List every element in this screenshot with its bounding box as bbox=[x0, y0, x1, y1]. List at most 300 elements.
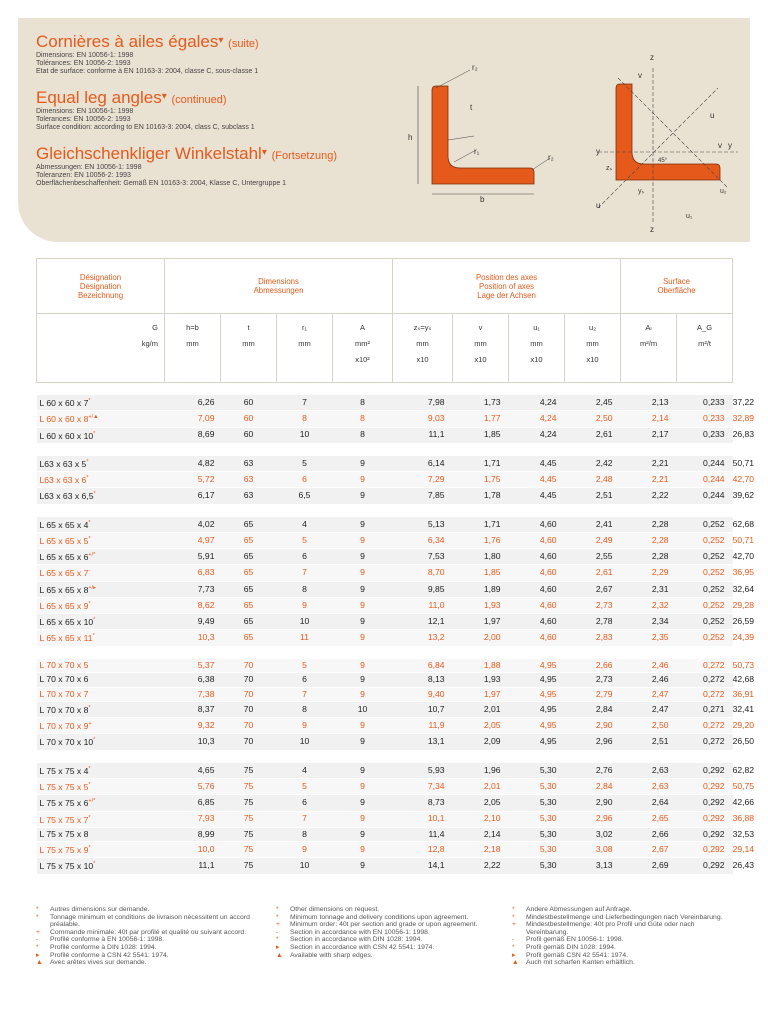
designation-cell: L 70 x 70 x 9+ bbox=[37, 718, 165, 734]
cell-u1: 2,61 bbox=[565, 565, 621, 581]
cell-u1: 2,61 bbox=[565, 427, 621, 443]
cell-a: 6,14 bbox=[393, 456, 453, 472]
cell-a: 11,0 bbox=[393, 597, 453, 613]
cell-u1: 2,50 bbox=[565, 411, 621, 427]
cell-u2: 2,22 bbox=[621, 488, 677, 504]
footnote-item: * Profil gemäß DIN 1028: 1994. bbox=[512, 943, 616, 951]
cell-al: 0,233 bbox=[677, 411, 733, 427]
cell-z: 1,93 bbox=[453, 673, 509, 687]
cell-t: 9 bbox=[277, 718, 333, 734]
title-fr-block bbox=[36, 32, 259, 77]
unit-u1: u₁ mm x10 bbox=[509, 314, 565, 383]
svg-text:v: v bbox=[718, 141, 722, 150]
cell-a: 14,1 bbox=[393, 858, 453, 874]
cell-r1: 9 bbox=[333, 811, 393, 827]
cell-v: 4,24 bbox=[509, 411, 565, 427]
cell-g: 6,26 bbox=[165, 395, 221, 411]
designation-cell: L 65 x 65 x 5* bbox=[37, 532, 165, 548]
cell-hb: 65 bbox=[221, 630, 277, 646]
unit-ag: A_G m²/t bbox=[677, 314, 733, 383]
units-row bbox=[37, 314, 733, 383]
cell-z: 1,77 bbox=[453, 411, 509, 427]
cell-z: 2,01 bbox=[453, 779, 509, 795]
unit-g: G kg/m bbox=[37, 314, 165, 383]
cell-z: 1,85 bbox=[453, 427, 509, 443]
footnote-item: - Profilé conforme à EN 10056-1: 1998. bbox=[36, 936, 165, 944]
unit-zy: zₛ=yₛ mm x10 bbox=[393, 314, 453, 383]
cell-hb: 70 bbox=[221, 734, 277, 750]
cell-hb: 60 bbox=[221, 395, 277, 411]
cell-a: 7,29 bbox=[393, 472, 453, 488]
title-de-block bbox=[36, 144, 337, 189]
cell-z: 2,10 bbox=[453, 811, 509, 827]
svg-text:zₛ: zₛ bbox=[606, 165, 613, 172]
cell-r1: 9 bbox=[333, 488, 393, 504]
cell-r1: 9 bbox=[333, 858, 393, 874]
cell-hb: 75 bbox=[221, 763, 277, 779]
unit-r1: r₁ mm bbox=[277, 314, 333, 383]
cell-u1: 2,67 bbox=[565, 581, 621, 597]
cell-u2: 2,46 bbox=[621, 673, 677, 687]
cell-z: 2,01 bbox=[453, 701, 509, 717]
cell-hb: 60 bbox=[221, 411, 277, 427]
cell-hb: 70 bbox=[221, 687, 277, 701]
table-row: L 60 x 60 x 10* 8,69 60 10 8 11,1 1,85 4,24 2,61 2,17 0,233 26,83 bbox=[37, 427, 733, 443]
cell-u2: 2,14 bbox=[621, 411, 677, 427]
cell-v: 5,30 bbox=[509, 795, 565, 811]
cell-hb: 75 bbox=[221, 779, 277, 795]
cell-hb: 65 bbox=[221, 597, 277, 613]
footnote-item: ▸ Profil gemäß CSN 42 5541: 1974. bbox=[512, 951, 629, 959]
cell-z: 2,09 bbox=[453, 734, 509, 750]
cell-z: 1,73 bbox=[453, 395, 509, 411]
table-row: L 70 x 70 x 6 6,38 70 6 9 8,13 1,93 4,95 2,73 2,46 0,272 42,68 bbox=[37, 673, 733, 687]
angle-section-shape bbox=[432, 86, 534, 184]
header-position: Position des axes Position of axes Lage der Achsen bbox=[393, 259, 621, 314]
cell-z: 1,75 bbox=[453, 472, 509, 488]
table-row: L 65 x 65 x 4* 4,02 65 4 9 5,13 1,71 4,60 2,41 2,28 0,252 62,68 bbox=[37, 517, 733, 533]
label-r2: r₂ bbox=[472, 63, 478, 72]
cell-r1: 8 bbox=[333, 427, 393, 443]
designation-cell: L 70 x 70 x 5 bbox=[37, 659, 165, 673]
cell-hb: 65 bbox=[221, 532, 277, 548]
table-row: L 70 x 70 x 10* 10,3 70 10 9 13,1 2,09 4,95 2,96 2,51 0,272 26,50 bbox=[37, 734, 733, 750]
cell-r1: 9 bbox=[333, 659, 393, 673]
cell-t: 8 bbox=[277, 827, 333, 841]
cell-v: 5,30 bbox=[509, 811, 565, 827]
cell-al: 0,292 bbox=[677, 779, 733, 795]
cell-z: 1,76 bbox=[453, 532, 509, 548]
cell-t: 10 bbox=[277, 734, 333, 750]
unit-al: Aₗ m²/m bbox=[621, 314, 677, 383]
footnote-item: ▸ Profilé conforme à CSN 42 5541: 1974. bbox=[36, 951, 169, 959]
footnotes-de bbox=[512, 906, 732, 967]
cell-z: 1,85 bbox=[453, 565, 509, 581]
table-row: L 75 x 75 x 7* 7,93 75 7 9 10,1 2,10 5,30 2,96 2,65 0,292 36,88 bbox=[37, 811, 733, 827]
cell-t: 5 bbox=[277, 532, 333, 548]
group-spacer bbox=[37, 443, 733, 456]
cell-hb: 65 bbox=[221, 565, 277, 581]
cell-z: 2,18 bbox=[453, 842, 509, 858]
cell-a: 13,1 bbox=[393, 734, 453, 750]
cell-t: 7 bbox=[277, 811, 333, 827]
cell-u1: 2,83 bbox=[565, 630, 621, 646]
table-row: L 65 x 65 x 5* 4,97 65 5 9 6,34 1,76 4,60 2,49 2,28 0,252 50,71 bbox=[37, 532, 733, 548]
designation-cell: L 75 x 75 x 6+/* bbox=[37, 795, 165, 811]
footnote-item: * Mindestbestellmenge und Lieferbedingungen nach Vereinbarung. bbox=[512, 913, 723, 921]
cell-u2: 2,29 bbox=[621, 565, 677, 581]
designation-cell: L 75 x 75 x 8 bbox=[37, 827, 165, 841]
cell-v: 4,60 bbox=[509, 549, 565, 565]
footnote-item: * Andere Abmessungen auf Anfrage. bbox=[512, 906, 632, 913]
table-row: L 65 x 65 x 10* 9,49 65 10 9 12,1 1,97 4,60 2,78 2,34 0,252 26,59 bbox=[37, 614, 733, 630]
cell-g: 5,72 bbox=[165, 472, 221, 488]
cell-g: 8,62 bbox=[165, 597, 221, 613]
cell-a: 7,85 bbox=[393, 488, 453, 504]
cell-g: 7,93 bbox=[165, 811, 221, 827]
cell-a: 8,73 bbox=[393, 795, 453, 811]
cell-t: 6 bbox=[277, 673, 333, 687]
cell-t: 6 bbox=[277, 795, 333, 811]
angle-section-shape bbox=[616, 84, 720, 180]
cell-z: 2,05 bbox=[453, 795, 509, 811]
label-b: b bbox=[480, 195, 485, 202]
cell-t: 7 bbox=[277, 565, 333, 581]
cell-al: 0,271 bbox=[677, 701, 733, 717]
cell-hb: 70 bbox=[221, 718, 277, 734]
cell-v: 4,60 bbox=[509, 532, 565, 548]
group-spacer bbox=[37, 383, 733, 396]
cell-al: 0,292 bbox=[677, 795, 733, 811]
cell-r1: 9 bbox=[333, 734, 393, 750]
cell-u2: 2,64 bbox=[621, 795, 677, 811]
title-fr: Cornières à ailes égales▾ (suite) bbox=[36, 32, 259, 51]
meta-fr: Dimensions: EN 10056-1: 1998 Tolérances: EN 10056-2: 1993 Etat de surface: conforme à EN 10163-3: 2004, classe C, sous-classe 1 bbox=[36, 52, 259, 76]
cell-u1: 2,90 bbox=[565, 718, 621, 734]
cell-u1: 2,73 bbox=[565, 673, 621, 687]
cell-a: 8,70 bbox=[393, 565, 453, 581]
cell-g: 5,76 bbox=[165, 779, 221, 795]
cell-u1: 2,55 bbox=[565, 549, 621, 565]
cell-r1: 9 bbox=[333, 472, 393, 488]
cell-g: 9,32 bbox=[165, 718, 221, 734]
cell-u2: 2,28 bbox=[621, 549, 677, 565]
cell-u2: 2,28 bbox=[621, 517, 677, 533]
cell-u2: 2,66 bbox=[621, 827, 677, 841]
cell-z: 2,00 bbox=[453, 630, 509, 646]
label-h: h bbox=[408, 133, 413, 142]
cell-u1: 2,42 bbox=[565, 456, 621, 472]
cell-g: 7,09 bbox=[165, 411, 221, 427]
designation-cell: L 65 x 65 x 9* bbox=[37, 597, 165, 613]
cell-a: 9,85 bbox=[393, 581, 453, 597]
cell-u1: 2,96 bbox=[565, 734, 621, 750]
cell-u1: 2,48 bbox=[565, 472, 621, 488]
cell-hb: 70 bbox=[221, 673, 277, 687]
cell-g: 4,65 bbox=[165, 763, 221, 779]
cell-r1: 9 bbox=[333, 687, 393, 701]
cell-u2: 2,13 bbox=[621, 395, 677, 411]
cell-u2: 2,31 bbox=[621, 581, 677, 597]
cell-v: 4,45 bbox=[509, 456, 565, 472]
designation-cell: L 60 x 60 x 8+/▲ bbox=[37, 411, 165, 427]
cell-v: 4,45 bbox=[509, 472, 565, 488]
cell-v: 4,60 bbox=[509, 581, 565, 597]
cell-z: 1,89 bbox=[453, 581, 509, 597]
svg-text:u: u bbox=[710, 111, 715, 120]
cell-t: 4 bbox=[277, 763, 333, 779]
cell-r1: 9 bbox=[333, 763, 393, 779]
cell-al: 0,252 bbox=[677, 565, 733, 581]
cell-al: 0,272 bbox=[677, 687, 733, 701]
cell-g: 6,17 bbox=[165, 488, 221, 504]
title-en: Equal leg angles▾ (continued) bbox=[36, 88, 227, 107]
table-row: L 60 x 60 x 7* 6,26 60 7 8 7,98 1,73 4,24 2,45 2,13 0,233 37,22 bbox=[37, 395, 733, 411]
designation-cell: L 75 x 75 x 4* bbox=[37, 763, 165, 779]
designation-cell: L 65 x 65 x 6+/* bbox=[37, 549, 165, 565]
cell-a: 10,1 bbox=[393, 811, 453, 827]
cell-u1: 2,79 bbox=[565, 687, 621, 701]
cell-u2: 2,17 bbox=[621, 427, 677, 443]
designation-cell: L 75 x 75 x 10* bbox=[37, 858, 165, 874]
cell-r1: 9 bbox=[333, 597, 393, 613]
group-spacer bbox=[37, 750, 733, 763]
cell-v: 4,60 bbox=[509, 630, 565, 646]
cell-z: 1,71 bbox=[453, 456, 509, 472]
cell-hb: 63 bbox=[221, 456, 277, 472]
cell-u1: 2,96 bbox=[565, 811, 621, 827]
meta-de: Abmessungen: EN 10056-1: 1998 Toleranzen: EN 10056-2: 1993 Oberflächenbeschaffenheit: Gemäß EN 10163-3: 2004, Klasse C, Untergruppe 1 bbox=[36, 164, 287, 188]
cell-al: 0,272 bbox=[677, 673, 733, 687]
cell-u2: 2,32 bbox=[621, 597, 677, 613]
cell-t: 10 bbox=[277, 427, 333, 443]
footnote-item: * Other dimensions on request. bbox=[276, 906, 380, 913]
cell-g: 9,49 bbox=[165, 614, 221, 630]
cell-hb: 75 bbox=[221, 795, 277, 811]
cell-r1: 9 bbox=[333, 795, 393, 811]
unit-v: v mm x10 bbox=[453, 314, 509, 383]
cell-z: 2,14 bbox=[453, 827, 509, 841]
designation-cell: L 60 x 60 x 10* bbox=[37, 427, 165, 443]
designation-cell: L 70 x 70 x 7 bbox=[37, 687, 165, 701]
svg-text:45°: 45° bbox=[658, 158, 668, 164]
table-row: L 75 x 75 x 6+/* 6,85 75 6 9 8,73 2,05 5,30 2,90 2,64 0,292 42,66 bbox=[37, 795, 733, 811]
header-surface: Surface Oberfläche bbox=[621, 259, 733, 314]
cell-g: 8,99 bbox=[165, 827, 221, 841]
cell-a: 6,34 bbox=[393, 532, 453, 548]
cell-al: 0,233 bbox=[677, 395, 733, 411]
footnote-item: + Commande minimale: 40t par profilé et qualité ou suivant accord. bbox=[36, 928, 247, 936]
cell-u1: 2,66 bbox=[565, 659, 621, 673]
unit-hb: h=b mm bbox=[165, 314, 221, 383]
cell-al: 0,252 bbox=[677, 581, 733, 597]
cell-g: 5,37 bbox=[165, 659, 221, 673]
designation-cell: L 65 x 65 x 4* bbox=[37, 517, 165, 533]
cell-g: 7,73 bbox=[165, 581, 221, 597]
cell-a: 7,53 bbox=[393, 549, 453, 565]
designation-cell: L63 x 63 x 6* bbox=[37, 472, 165, 488]
cell-v: 4,95 bbox=[509, 701, 565, 717]
table-row: L 75 x 75 x 4* 4,65 75 4 9 5,93 1,96 5,30 2,76 2,63 0,292 62,82 bbox=[37, 763, 733, 779]
designation-cell: L 75 x 75 x 5* bbox=[37, 779, 165, 795]
cell-r1: 9 bbox=[333, 718, 393, 734]
cell-al: 0,272 bbox=[677, 718, 733, 734]
table-row: L 70 x 70 x 9+ 9,32 70 9 9 11,9 2,05 4,95 2,90 2,50 0,272 29,20 bbox=[37, 718, 733, 734]
unit-t: t mm bbox=[221, 314, 277, 383]
footnote-item: ▲ Available with sharp edges. bbox=[276, 951, 373, 959]
table-row: L 60 x 60 x 8+/▲ 7,09 60 8 8 9,03 1,77 4,24 2,50 2,14 0,233 32,89 bbox=[37, 411, 733, 427]
cell-z: 1,88 bbox=[453, 659, 509, 673]
cell-al: 0,292 bbox=[677, 763, 733, 779]
cell-al: 0,233 bbox=[677, 427, 733, 443]
cell-g: 4,02 bbox=[165, 517, 221, 533]
table-row: L 75 x 75 x 5* 5,76 75 5 9 7,34 2,01 5,30 2,84 2,63 0,292 50,75 bbox=[37, 779, 733, 795]
table-row: L 65 x 65 x 11* 10,3 65 11 9 13,2 2,00 4,60 2,83 2,35 0,252 24,39 bbox=[37, 630, 733, 646]
designation-cell: L 65 x 65 x 7- bbox=[37, 565, 165, 581]
cell-z: 2,22 bbox=[453, 858, 509, 874]
designation-cell: L63 x 63 x 6,5* bbox=[37, 488, 165, 504]
cell-t: 5 bbox=[277, 659, 333, 673]
table-row: L 75 x 75 x 10* 11,1 75 10 9 14,1 2,22 5,30 3,13 2,69 0,292 26,43 bbox=[37, 858, 733, 874]
cell-v: 4,95 bbox=[509, 734, 565, 750]
cell-a: 13,2 bbox=[393, 630, 453, 646]
table-row: L 70 x 70 x 7 7,38 70 7 9 9,40 1,97 4,95 2,79 2,47 0,272 36,91 bbox=[37, 687, 733, 701]
footnote-item: * Profilé conforme à DIN 1028: 1994. bbox=[36, 943, 157, 951]
table-row: L63 x 63 x 5* 4,82 63 5 9 6,14 1,71 4,45 2,42 2,21 0,244 50,71 bbox=[37, 456, 733, 472]
cell-r1: 9 bbox=[333, 779, 393, 795]
table-row: L 70 x 70 x 5 5,37 70 5 9 6,84 1,88 4,95 2,66 2,46 0,272 50,73 bbox=[37, 659, 733, 673]
angle-axes-diagram bbox=[578, 48, 746, 234]
cell-g: 6,85 bbox=[165, 795, 221, 811]
cell-v: 4,24 bbox=[509, 395, 565, 411]
cell-a: 12,1 bbox=[393, 614, 453, 630]
footnote-item: ▲ Avec arêtes vives sur demande. bbox=[36, 959, 147, 967]
meta-en: Dimensions: EN 10056-1: 1998 Tolerances: EN 10056-2: 1993 Surface condition: according to EN 10163-3: 2004, class C, subclass 1 bbox=[36, 108, 255, 132]
cell-u1: 2,49 bbox=[565, 532, 621, 548]
table-row: L 65 x 65 x 8+/▸ 7,73 65 8 9 9,85 1,89 4,60 2,67 2,31 0,252 32,64 bbox=[37, 581, 733, 597]
cell-v: 4,95 bbox=[509, 687, 565, 701]
cell-al: 0,252 bbox=[677, 597, 733, 613]
designation-cell: L 65 x 65 x 10* bbox=[37, 614, 165, 630]
cell-g: 10,3 bbox=[165, 734, 221, 750]
cell-al: 0,252 bbox=[677, 532, 733, 548]
svg-text:y: y bbox=[596, 147, 600, 156]
footnote-item: * Section in accordance with DIN 1028: 1994. bbox=[276, 936, 423, 944]
designation-cell: L 65 x 65 x 8+/▸ bbox=[37, 581, 165, 597]
cell-u1: 3,02 bbox=[565, 827, 621, 841]
cell-u2: 2,28 bbox=[621, 532, 677, 548]
svg-text:y: y bbox=[728, 141, 732, 150]
cell-hb: 65 bbox=[221, 614, 277, 630]
cell-u1: 2,76 bbox=[565, 763, 621, 779]
cell-g: 6,38 bbox=[165, 673, 221, 687]
svg-text:u₁: u₁ bbox=[686, 213, 693, 220]
cell-v: 4,60 bbox=[509, 517, 565, 533]
cell-t: 5 bbox=[277, 456, 333, 472]
header-panel bbox=[18, 18, 750, 242]
cell-u1: 2,84 bbox=[565, 701, 621, 717]
angle-dimension-diagram bbox=[398, 52, 558, 202]
cell-t: 9 bbox=[277, 597, 333, 613]
table-row: L 65 x 65 x 6+/* 5,91 65 6 9 7,53 1,80 4,60 2,55 2,28 0,252 42,70 bbox=[37, 549, 733, 565]
label-r2b: r₂ bbox=[548, 153, 554, 162]
cell-hb: 75 bbox=[221, 842, 277, 858]
footnotes-fr bbox=[36, 906, 256, 967]
cell-hb: 75 bbox=[221, 811, 277, 827]
cell-g: 5,91 bbox=[165, 549, 221, 565]
cell-hb: 70 bbox=[221, 701, 277, 717]
cell-z: 1,93 bbox=[453, 597, 509, 613]
cell-u1: 2,90 bbox=[565, 795, 621, 811]
svg-text:u: u bbox=[596, 201, 601, 210]
table-row: L 65 x 65 x 7- 6,83 65 7 9 8,70 1,85 4,60 2,61 2,29 0,252 36,95 bbox=[37, 565, 733, 581]
cell-g: 8,69 bbox=[165, 427, 221, 443]
cell-g: 4,97 bbox=[165, 532, 221, 548]
cell-t: 10 bbox=[277, 858, 333, 874]
cell-t: 9 bbox=[277, 842, 333, 858]
cell-r1: 9 bbox=[333, 842, 393, 858]
cell-u2: 2,47 bbox=[621, 687, 677, 701]
table-row: L 75 x 75 x 8 8,99 75 8 9 11,4 2,14 5,30 3,02 2,66 0,292 32,53 bbox=[37, 827, 733, 841]
unit-u2: u₂ mm x10 bbox=[565, 314, 621, 383]
unit-a: A mm² x10² bbox=[333, 314, 393, 383]
cell-u2: 2,67 bbox=[621, 842, 677, 858]
cell-u2: 2,63 bbox=[621, 763, 677, 779]
table-row: L63 x 63 x 6,5* 6,17 63 6,5 9 7,85 1,78 4,45 2,51 2,22 0,244 39,62 bbox=[37, 488, 733, 504]
cell-hb: 70 bbox=[221, 659, 277, 673]
cell-u1: 2,73 bbox=[565, 597, 621, 613]
cell-v: 5,30 bbox=[509, 842, 565, 858]
label-r1: r₁ bbox=[474, 147, 480, 156]
cell-u1: 2,45 bbox=[565, 395, 621, 411]
cell-z: 1,96 bbox=[453, 763, 509, 779]
cell-g: 4,82 bbox=[165, 456, 221, 472]
cell-u2: 2,65 bbox=[621, 811, 677, 827]
footnote-item: - Profil gemäß EN 10056-1: 1998. bbox=[512, 936, 624, 944]
cell-z: 1,80 bbox=[453, 549, 509, 565]
designation-cell: L63 x 63 x 5* bbox=[37, 456, 165, 472]
cell-u2: 2,51 bbox=[621, 734, 677, 750]
cell-g: 6,83 bbox=[165, 565, 221, 581]
cell-al: 0,244 bbox=[677, 456, 733, 472]
table-row: L 65 x 65 x 9* 8,62 65 9 9 11,0 1,93 4,60 2,73 2,32 0,252 29,28 bbox=[37, 597, 733, 613]
cell-t: 7 bbox=[277, 395, 333, 411]
cell-g: 10,3 bbox=[165, 630, 221, 646]
cell-v: 4,95 bbox=[509, 659, 565, 673]
cell-u2: 2,46 bbox=[621, 659, 677, 673]
cell-u1: 2,78 bbox=[565, 614, 621, 630]
cell-z: 1,78 bbox=[453, 488, 509, 504]
cell-v: 5,30 bbox=[509, 858, 565, 874]
cell-u2: 2,21 bbox=[621, 472, 677, 488]
cell-u1: 2,41 bbox=[565, 517, 621, 533]
cell-t: 7 bbox=[277, 687, 333, 701]
cell-r1: 9 bbox=[333, 532, 393, 548]
cell-u1: 3,08 bbox=[565, 842, 621, 858]
cell-u2: 2,35 bbox=[621, 630, 677, 646]
header-designation: Désignation Designation Bezeichnung bbox=[37, 259, 165, 314]
cell-v: 4,45 bbox=[509, 488, 565, 504]
footnotes-en bbox=[276, 906, 496, 959]
cell-a: 7,98 bbox=[393, 395, 453, 411]
footnote-item: + Mindestbestellmenge: 40t pro Profil und Güte oder nach Vereinbarung. bbox=[512, 921, 695, 936]
cell-hb: 65 bbox=[221, 581, 277, 597]
cell-v: 4,60 bbox=[509, 565, 565, 581]
cell-g: 11,1 bbox=[165, 858, 221, 874]
designation-cell: L 75 x 75 x 7* bbox=[37, 811, 165, 827]
cell-a: 11,1 bbox=[393, 427, 453, 443]
cell-v: 4,95 bbox=[509, 673, 565, 687]
